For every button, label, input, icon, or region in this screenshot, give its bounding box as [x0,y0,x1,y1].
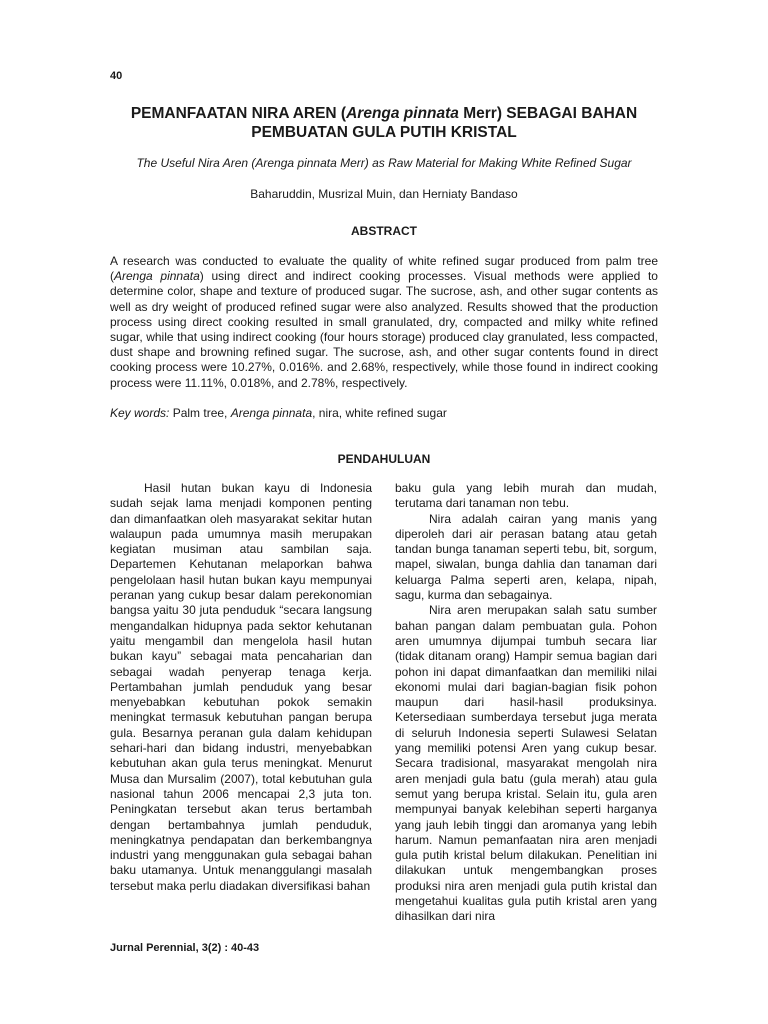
paragraph: Nira adalah cairan yang manis yang diperoleh dari air perasan batang atau getah tandan bunga tanaman seperti tebu, bit, sorgum, mapel, siwalan, bunga dahlia dan tanaman dari keluarga Palma seperti aren, kelapa, nipah, sagu, kurma dan sebagainya. [395,511,657,603]
abstract-part1: A research was conducted to evaluate the quality of white refined sugar produced from palm tree ( [110,254,658,284]
title-line2: PEMBUATAN GULA PUTIH KRISTAL [251,124,517,141]
abstract-part2: ) using direct and indirect cooking processes. Visual methods were applied to determine color, shape and texture of produced sugar. The sucrose, ash, and other sugar contents as well as dry weight of produced refined sugar were also analyzed. Results showed that the production process using direct cooking resulted in small granulated, dry, compacted and milky white refined sugar, while that using indirect cooking (four hours storage) produced clay granulated, less compacted, dust shape and browning refined sugar. The sucrose, ash, and other sugar contents found in direct cooking process were 10.27%, 0.016%. and 2.68%, respectively, while those found in indirect cooking process were 11.11%, 0.018%, and 2.78%, respectively. [110,269,658,390]
keywords-part1: Palm tree, [169,406,231,420]
keywords [110,406,658,420]
abstract-heading: ABSTRACT [351,224,417,238]
page-number: 40 [110,70,123,82]
title-line1-start: PEMANFAATAN NIRA AREN ( [130,105,347,122]
keywords-part2: , nira, white refined sugar [312,406,447,420]
section-heading: PENDAHULUAN [337,452,431,466]
paper-title [110,104,658,142]
paragraph: Nira aren merupakan salah satu sumber bahan pangan dalam pembuatan gula. Pohon aren umumnya dijumpai tumbuh secara liar (tidak ditanam orang) Hampir semua bagian dari pohon ini dapat dimanfaatkan dan memiliki nilai ekonomi mulai dari bagian-bagian fisik pohon maupun dari hasil-hasil produksinya. Ketersediaan sumberdaya tersebut juga merata di seluruh Indonesia seperti Sulawesi Selatan yang memiliki potensi Aren yang cukup besar. Secara tradisional, masyarakat mengolah nira aren menjadi gula batu (gula merah) atau gula semut yang berupa kristal. Selain itu, gula aren mempunyai banyak kelebihan seperti harganya yang jauh lebih tinggi dan aromanya yang lebih harum. Namun pemanfaatan nira aren menjadi gula putih kristal belum dilakukan. Penelitian ini dilakukan untuk mengembangkan proses produksi nira aren menjadi gula putih kristal dan mengetahui kualitas gula putih kristal aren yang dihasilkan dari nira [395,603,657,924]
right-column [395,481,657,925]
paragraph: Hasil hutan bukan kayu di Indonesia sudah sejak lama menjadi komponen penting dan dimanfaatkan oleh masyarakat sekitar hutan walaupun pada umumnya masih merupakan kegiatan musiman atau sambilan saja. Departemen Kehutanan melaporkan bahwa pengelolaan hasil hutan bukan kayu mempunyai peranan yang cukup besar dalam perekonomian bangsa yaitu 30 juta penduduk “secara langsung mengandalkan hidupnya pada sektor kehutanan yaitu mengambil dan mengelola hasil hutan bukan kayu” sebagai mata pencaharian dan sebagai wadah penyerap tenaga kerja. Pertambahan jumlah penduduk yang besar menyebabkan kebutuhan pokok semakin meningkat termasuk kebutuhan pangan berupa gula. Besarnya peranan gula dalam kehidupan sehari-hari dan bidang industri, menyebabkan kebutuhan akan gula terus meningkat. Menurut Musa dan Mursalim (2007), total kebutuhan gula nasional tahun 2006 mencapai 2,3 juta ton. Peningkatan tersebut akan terus bertambah dengan bertambahnya jumlah penduduk, meningkatnya pendapatan dan berkembangnya industri yang menggunakan gula sebagai bahan baku utamanya. Untuk menanggulangi masalah tersebut maka perlu diadakan diversifikasi bahan [110,481,372,893]
abstract-body [110,254,658,391]
paragraph-continued: baku gula yang lebih murah dan mudah, terutama dari tanaman non tebu. [395,481,657,511]
keywords-species: Arenga pinnata [230,406,313,420]
title-line1-end: Merr) SEBAGAI BAHAN [458,105,638,122]
keywords-label: Key words: [110,406,170,420]
title-line1-species: Arenga pinnata [346,105,459,122]
author-list: Baharuddin, Musrizal Muin, dan Herniaty Bandaso [250,187,518,201]
abstract-species: Arenga pinnata [114,269,200,284]
left-column [110,481,372,894]
journal-footer: Jurnal Perennial, 3(2) : 40-43 [110,942,260,954]
paper-subtitle: The Useful Nira Aren (Arenga pinnata Merr) as Raw Material for Making White Refined Sugar [136,156,632,170]
